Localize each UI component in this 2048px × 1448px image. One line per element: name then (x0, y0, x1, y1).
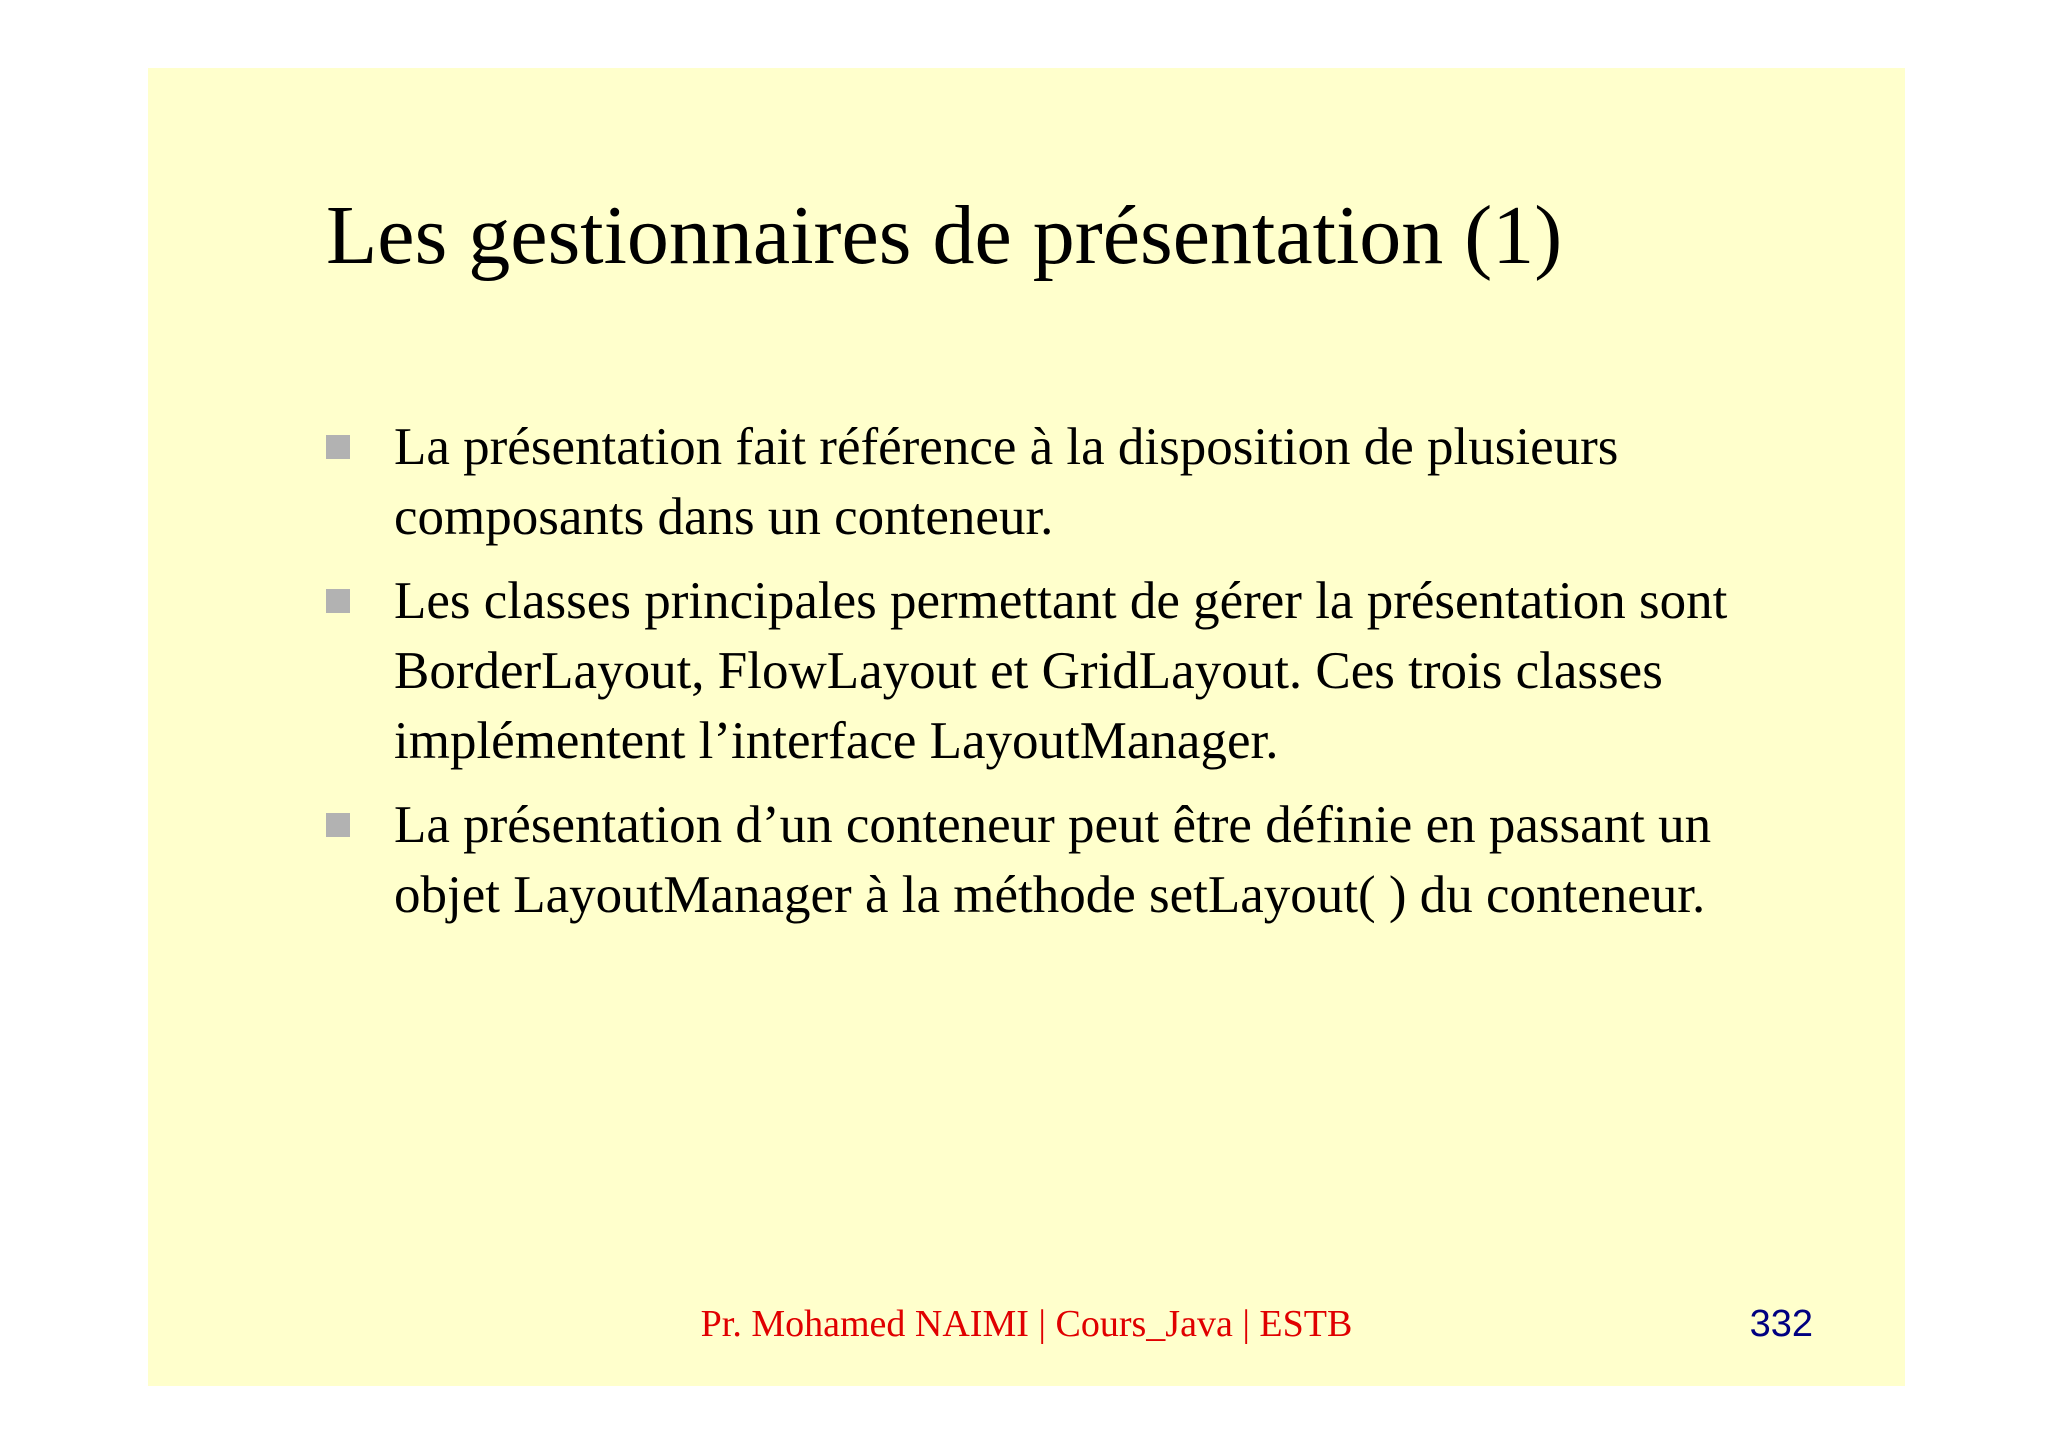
bullet-text: La présentation d’un conteneur peut être définie en passant un objet LayoutManager à la méthode setLayout( ) du conteneur. (394, 796, 1712, 924)
bullet-item (326, 790, 1746, 930)
bullet-item (326, 412, 1746, 552)
square-bullet-icon (326, 435, 350, 459)
bullet-text: Les classes principales permettant de gérer la présentation sont BorderLayout, FlowLayout et GridLayout. Ces trois classes implémentent l’interface LayoutManager. (394, 572, 1728, 770)
bullet-text: La présentation fait référence à la disposition de plusieurs composants dans un conteneur. (394, 418, 1619, 546)
square-bullet-icon (326, 813, 350, 837)
bullet-item (326, 566, 1746, 776)
slide-title: Les gestionnaires de présentation (1) (326, 189, 1563, 282)
slide (148, 68, 1905, 1386)
slide-footer: Pr. Mohamed NAIMI | Cours_Java | ESTB (700, 1303, 1353, 1345)
square-bullet-icon (326, 589, 350, 613)
page-number: 332 (1749, 1303, 1813, 1345)
bullet-list (326, 412, 1746, 944)
